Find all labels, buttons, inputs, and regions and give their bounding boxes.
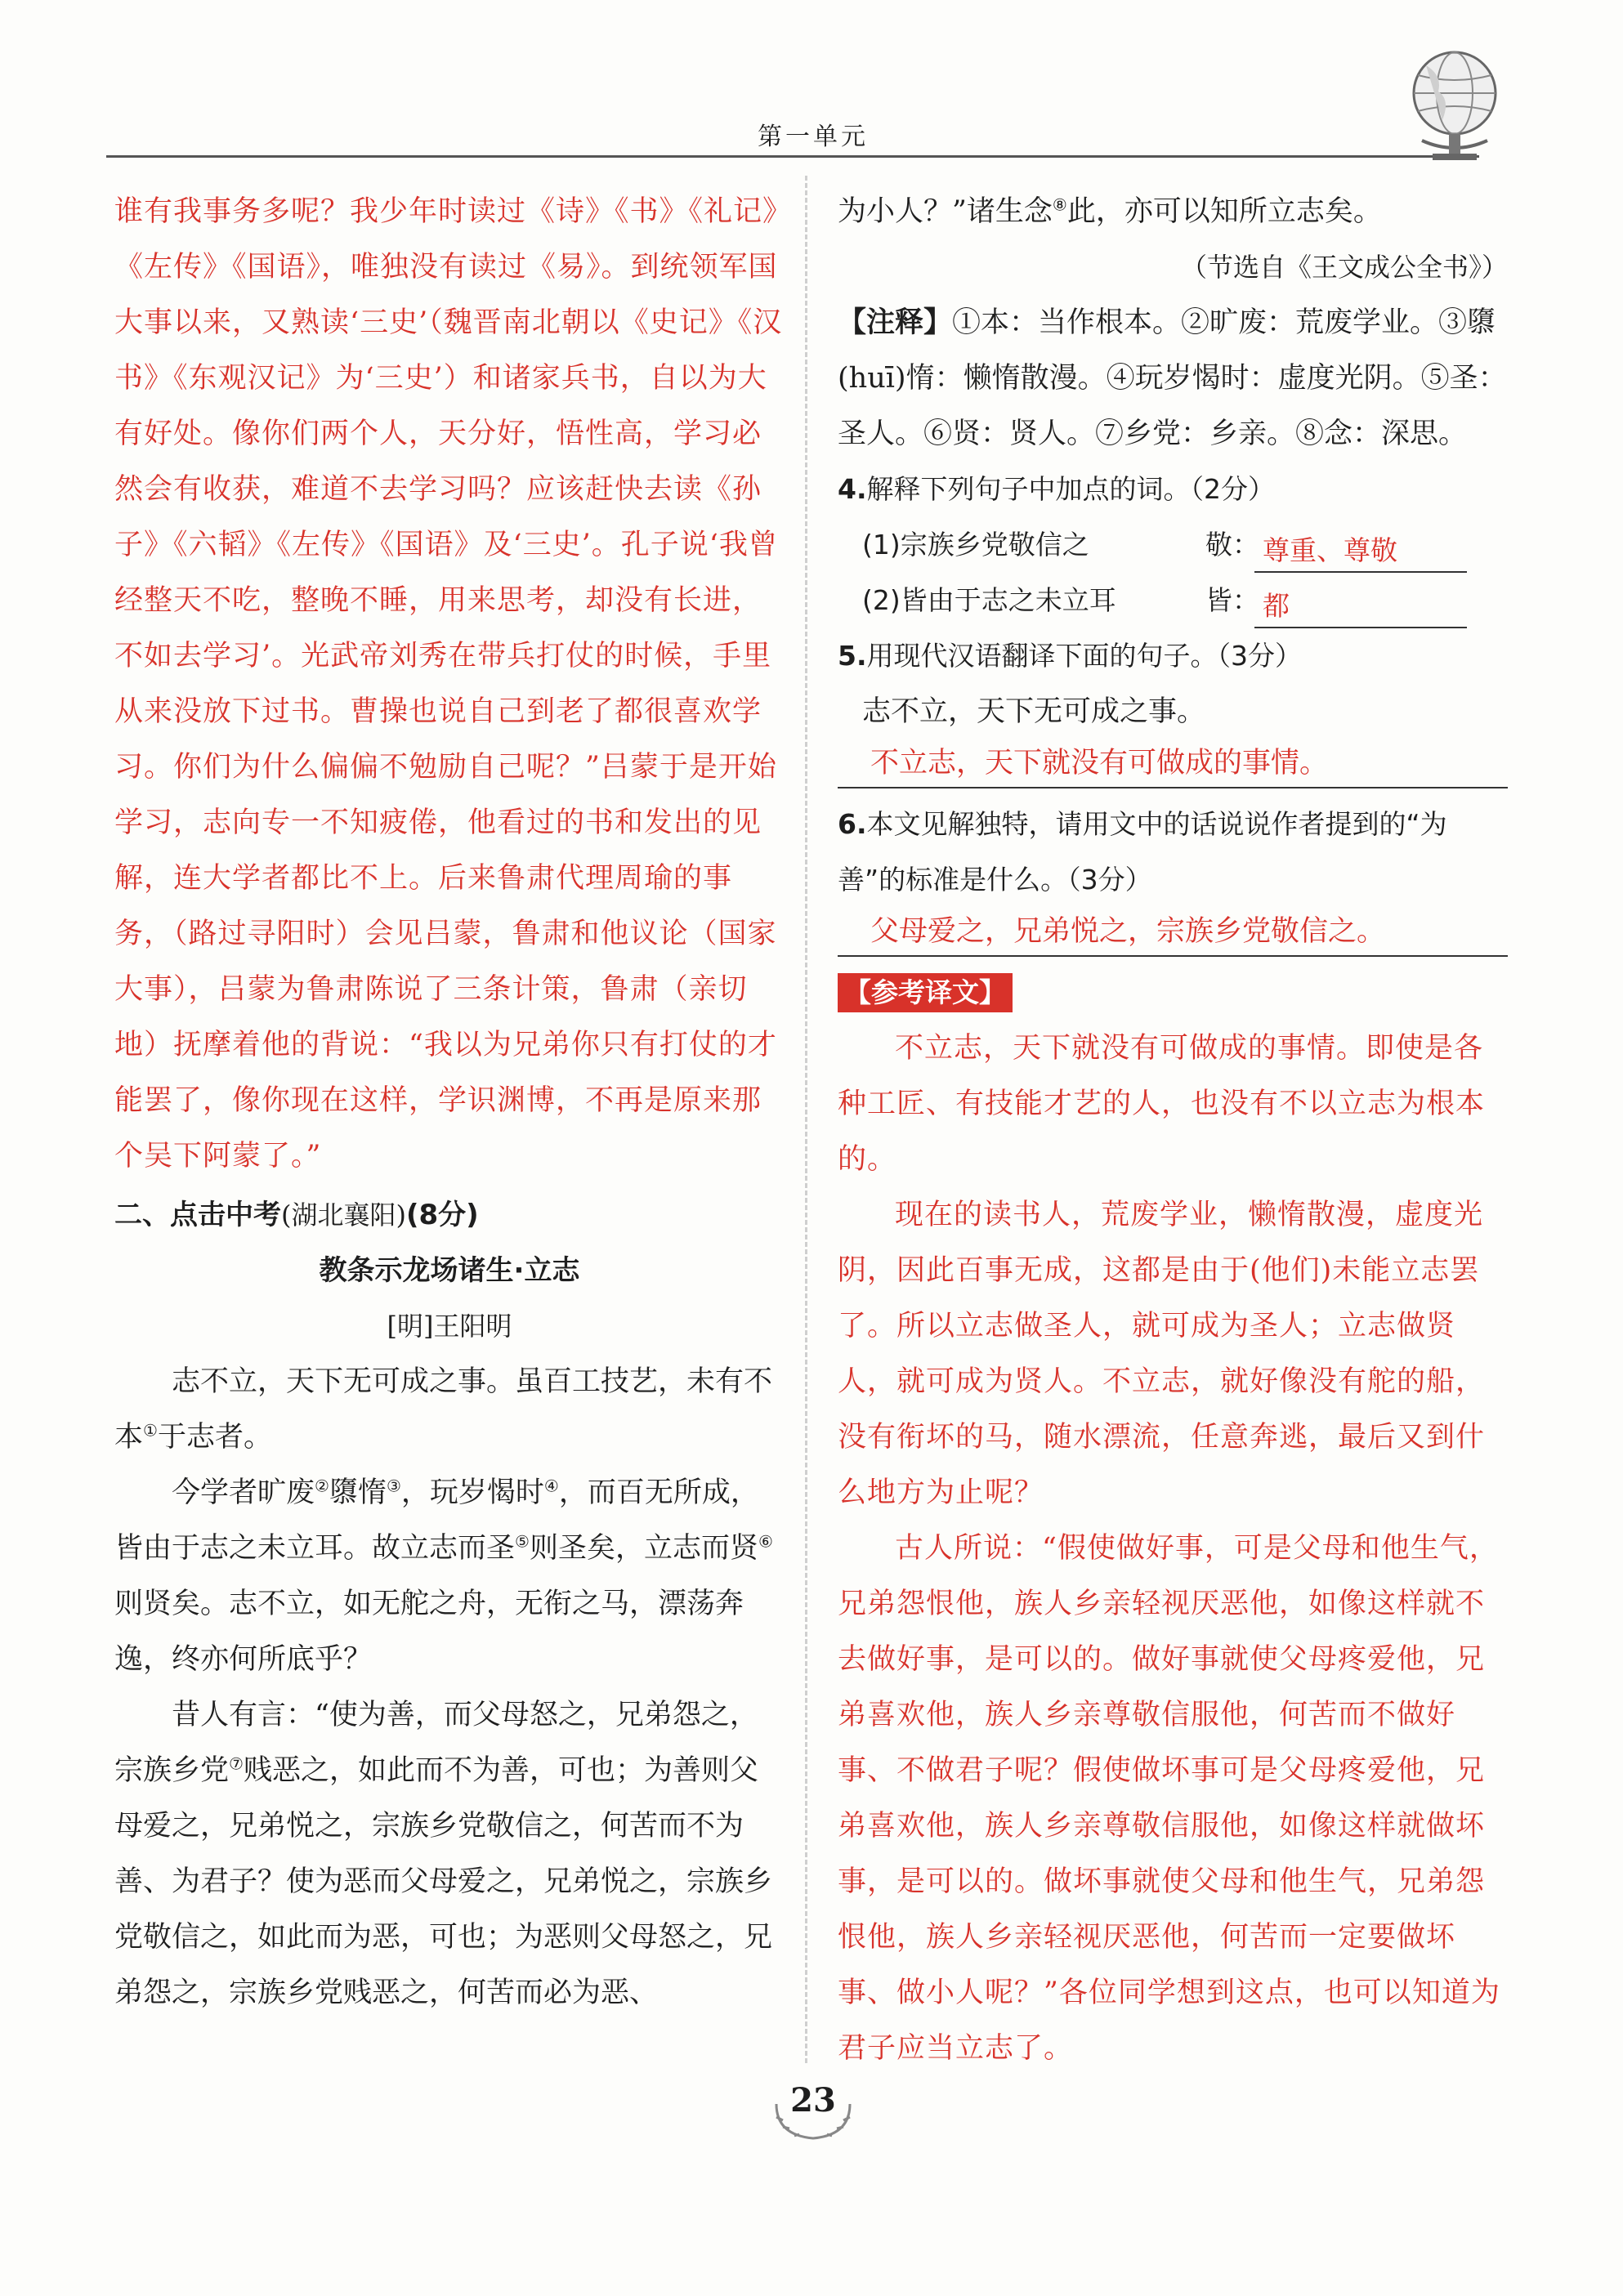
passage-title: 教条示龙场诸生·立志: [319, 1254, 580, 1287]
passage-paragraph-3: 昔人有言：“使为善，而父母怒之，兄弟怨之，宗族乡党⑦贱恶之，如此而不为善，可也；为善则父母爱之，兄弟悦之，宗族乡党敬信之，何苦而不为善、为君子？使为恶而父母爱之，兄弟悦之，宗族乡党敬信之，如此而为恶，可也；为恶则父母怒之，兄弟怨之，宗族乡党贱恶之，何苦而必为恶、: [114, 1699, 773, 2009]
answer-6[interactable]: 父母爱之，兄弟悦之，宗族乡党敬信之。: [838, 908, 1508, 957]
reference-paragraph-1: 不立志，天下就没有可做成的事情。即使是各种工匠、有技能才艺的人，也没有不以立志为根本的。: [838, 1032, 1486, 1176]
passage-author: [明]王阳明: [387, 1311, 512, 1342]
section-title: 二、点击中考: [114, 1199, 281, 1231]
reference-translation-label: 【参考译文】: [838, 973, 1013, 1012]
annotations-label: 【注释】: [838, 306, 953, 339]
section-score: (8分): [405, 1199, 479, 1231]
annotations-text: ①本：当作根本。②旷废：荒废学业。③隳(huī)惰：懒惰散漫。④玩岁愒时：虚度光阴。⑤圣：圣人。⑥贤：贤人。⑦乡党：乡亲。⑧念：深思。: [838, 306, 1507, 450]
answer-4-1[interactable]: 尊重、尊敬: [1254, 530, 1467, 573]
question-4: 4.解释下列句子中加点的词。（2分）: [838, 473, 1275, 505]
section-heading: [114, 1187, 785, 1243]
answer-4-2[interactable]: 都: [1254, 586, 1467, 628]
question-5: 5.用现代汉语翻译下面的句子。（3分）: [838, 640, 1302, 672]
passage-continuation: 为小人？”诸生念⑧此，亦可以知所立志矣。: [838, 194, 1382, 228]
passage-paragraph-1: 志不立，天下无可成之事。虽百工技艺，未有不本①于志者。: [114, 1365, 773, 1454]
column-divider: [805, 176, 807, 2063]
left-column: [114, 184, 785, 2021]
unit-title: 第一单元: [758, 123, 869, 151]
translation-continuation: 谁有我事务多呢？我少年时读过《诗》《书》《礼记》《左传》《国语》，唯独没有读过《易》。到统领军国大事以来，又熟读‘三史’（魏晋南北朝以《史记》《汉书》《东观汉记》为‘三史’）和诸家兵书，自以为大有好处。像你们两个人，天分好，悟性高，学习必然会有收获，难道不去学习吗？应该赶快去读《孙子》《六韬》《左传》《国语》及‘三史’。孔子说‘我曾经整天不吃，整晚不睡，用来思考，却没有长进，不如去学习’。光武帝刘秀在带兵打仗的时候，手里从来没放下过书。曹操也说自己到老了都很喜欢学习。你们为什么偏偏不勉励自己呢？”吕蒙于是开始学习，志向专一不知疲倦，他看过的书和发出的见解，连大学者都比不上。后来鲁肃代理周瑜的事务，（路过寻阳时）会见吕蒙，鲁肃和他议论（国家大事），吕蒙为鲁肃陈说了三条计策，鲁肃（亲切地）抚摩着他的背说：“我以为兄弟你只有打仗的才能罢了，像你现在这样，学识渊博，不再是原来那个吴下阿蒙了。”: [114, 195, 783, 1173]
question-5-sentence: 志不立，天下无可成之事。: [862, 695, 1206, 728]
reference-translation-label-row: [838, 965, 1508, 1021]
section-source: (湖北襄阳): [281, 1199, 406, 1231]
header-rule: [106, 155, 1479, 158]
passage-paragraph-2: 今学者旷废②隳惰③，玩岁愒时④，而百无所成，皆由于志之未立耳。故立志而圣⑤则圣矣，立志而贤⑥则贤矣。志不立，如无舵之舟，无衔之马，漂荡奔逸，终亦何所底乎？: [114, 1476, 773, 1676]
question-4-item-1: (1)宗族乡党敬信之 敬： 尊重、尊敬: [838, 517, 1508, 573]
page-number-badge: [760, 2071, 866, 2145]
reference-paragraph-2: 现在的读书人，荒废学业，懒惰散漫，虚度光阴，因此百事无成，这都是由于(他们)未能立志罢了。所以立志做圣人，就可成为圣人；立志做贤人，就可成为贤人。不立志，就好像没有舵的船，没有衔坏的马，随水漂流，任意奔逃，最后又到什么地方为止呢？: [838, 1199, 1486, 1509]
page-number: 23: [790, 2081, 836, 2120]
question-6: 6.本文见解独特，请用文中的话说说作者提到的“为善”的标准是什么。（3分）: [838, 808, 1447, 896]
question-4-item-2: (2)皆由于志之未立耳 皆： 都: [838, 573, 1508, 628]
answer-5[interactable]: 不立志，天下就没有可做成的事情。: [838, 739, 1508, 788]
right-column: [838, 184, 1508, 2076]
passage-source-note: （节选自《王文成公全书》）: [1180, 252, 1508, 283]
annotations: [838, 295, 1508, 462]
globe-icon: [1402, 42, 1508, 165]
reference-paragraph-3: 古人所说：“假使做好事，可是父母和他生气，兄弟怨恨他，族人乡亲轻视厌恶他，如像这样就不去做好事，是可以的。做好事就使父母疼爱他，兄弟喜欢他，族人乡亲尊敬信服他，何苦而不做好事、不做君子呢？假使做坏事可是父母疼爱他，兄弟喜欢他，族人乡亲尊敬信服他，如像这样就做坏事，是可以的。做坏事就使父母和他生气，兄弟怨恨他，族人乡亲轻视厌恶他，何苦而一定要做坏事、做小人呢？”各位同学想到这点，也可以知道为君子应当立志了。: [838, 1532, 1500, 2065]
